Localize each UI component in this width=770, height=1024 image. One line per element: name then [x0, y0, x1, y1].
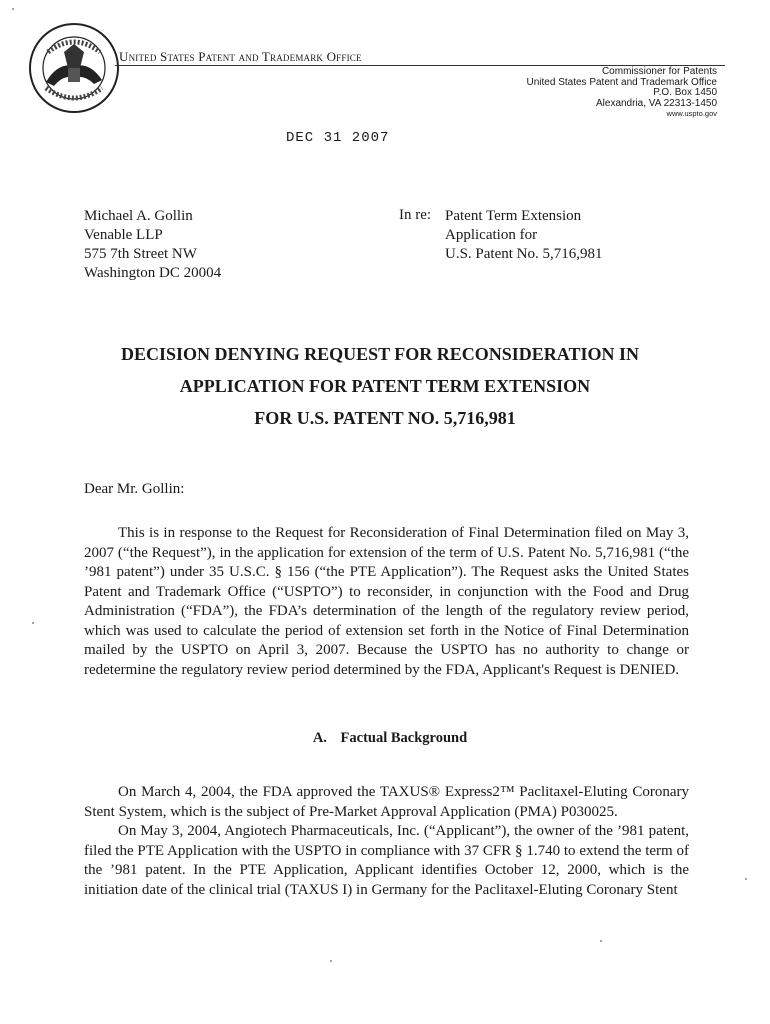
section-title: Factual Background: [340, 730, 468, 746]
scan-speck: [600, 940, 602, 942]
addressee-street: 575 7th Street NW: [84, 246, 197, 262]
section-heading: [0, 730, 770, 747]
title-line: DECISION DENYING REQUEST FOR RECONSIDERATION IN: [121, 344, 639, 364]
in-re-line: Patent Term Extension: [445, 208, 582, 224]
date-stamp: DEC 31 2007: [286, 130, 390, 146]
in-re-block: [445, 207, 603, 264]
title-line: FOR U.S. PATENT NO. 5,716,981: [254, 408, 516, 428]
website-link[interactable]: www.uspto.gov: [666, 109, 717, 118]
scan-speck: [32, 622, 34, 624]
scan-speck: [745, 878, 747, 880]
office-name: United States Patent and Trademark Office: [119, 49, 362, 64]
body-paragraph: On March 4, 2004, the FDA approved the TAXUS® Express2™ Paclitaxel-Eluting Coronary Stent System, which is the subject of Pre-Market Approval Application (PMA) P030025.: [84, 784, 689, 820]
addressee-name: Michael A. Gollin: [84, 208, 193, 224]
body-paragraph: This is in response to the Request for Reconsideration of Final Determination filed on May 3, 2007 (“the Request”), in the application for extension of the term of U.S. Patent No. 5,716,981 (“the ’981 patent”) under 35 U.S.C. § 156 (“the PTE Application”). The Request asks the United States Patent and Trademark Office (“USPTO”) to reconsider, in conjunction with the Food and Drug Administration (“FDA”), the FDA’s determination of the length of the regulatory review period, which was used to calculate the period of extension set forth in the Notice of Final Determination mailed by the USPTO on April 3, 2007. Because the USPTO has no authority to change or redetermine the regulatory review period determined by the FDA, Applicant's Request is DENIED.: [84, 525, 689, 678]
decision-title: [0, 338, 770, 434]
address-line: Commissioner for Patents: [601, 66, 717, 77]
addressee-city: Washington DC 20004: [84, 265, 222, 281]
office-address: [457, 67, 717, 120]
addressee-block: [84, 207, 221, 283]
title-line: APPLICATION FOR PATENT TERM EXTENSION: [179, 376, 591, 396]
uspto-seal-icon: [28, 22, 120, 114]
address-line: P.O. Box 1450: [653, 87, 717, 98]
address-line: Alexandria, VA 22313-1450: [595, 97, 717, 109]
addressee-firm: Venable LLP: [84, 227, 163, 243]
in-re-line: Application for: [445, 227, 538, 243]
in-re-line: U.S. Patent No. 5,716,981: [445, 246, 603, 262]
section-letter: A.: [312, 730, 327, 746]
address-line: United States Patent and Trademark Office: [526, 76, 717, 88]
scan-speck: [330, 960, 332, 962]
salutation: Dear Mr. Gollin:: [84, 481, 185, 497]
in-re-label: In re:: [399, 207, 432, 223]
scan-speck: [12, 8, 14, 10]
body-paragraph: On May 3, 2004, Angiotech Pharmaceuticals, Inc. (“Applicant”), the owner of the ’981 patent, filed the PTE Application with the USPTO in compliance with 37 CFR § 1.740 to extend the term of the ’981 patent. In the PTE Application, Applicant identifies October 12, 2000, which is the initiation date of the clinical trial (TAXUS I) in Germany for the Paclitaxel-Eluting Coronary Stent: [84, 823, 689, 898]
